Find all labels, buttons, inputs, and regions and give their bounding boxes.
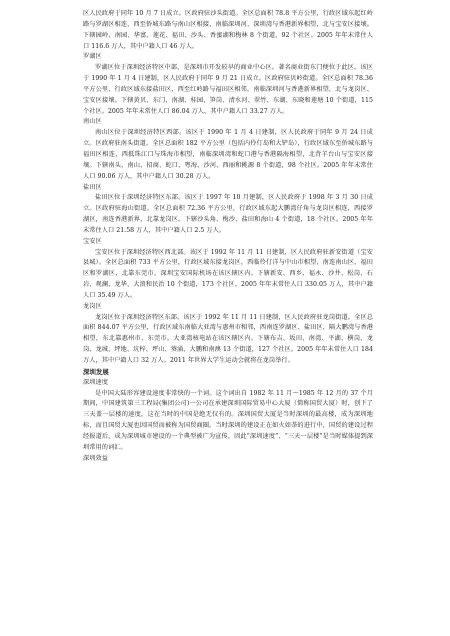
paragraph-longgang: 龙岗区位于深圳经济特区东部。该区于 1992 年 11 月 11 日建制，区人民政府驻龙岗街道。全区总面积 844.07 平方公里，行政区域东南临大亚湾与惠州市相邻，西南连罗湖区、盐田区，隔大鹏湾与香港相望，东北靠惠州市、东莞市。大亚湾核电站在该区辖区内。下辖布吉、坂田、南湾、平湖、横岗、龙岗、龙城、坪地、坑梓、坪山、葵涌、大鹏和南澳 13 个街道，127 个社区。2005 年年末常住人口 184 万人，其中户籍人口 32 万人。2011 年世界大学生运动会就将在龙岗举行。 xyxy=(83,313,373,364)
heading-baoan: 宝安区 xyxy=(83,237,102,245)
heading-nanshan: 南山区 xyxy=(83,118,102,126)
paragraph-futian: 区人民政府于同年 10 月 7 日成立。区政府驻沙头街道。全区总面积 78.8 平方公里，行政区域东起红岭路与罗湖区相连，西至侨城东路与南山区相接，南临深圳河、深圳湾与香港新界相望，北与宝安区接壤。下辖园岭、南园、华富、莲花、福田、沙头、香蜜湖和梅林 8 个街道，92 个社区。2005 年年末常住人口 116.6 万人，其中户籍人口 46 万人。 xyxy=(83,10,373,50)
paragraph-luohu: 罗湖区位于深圳经济特区中部，是深圳市开发较早的商业中心区。著名商业街东门便位于此区。该区于 1990 年 1 月 4 日建制，区人民政府于同年 9 月 21 日成立。区政府驻贝岭街道。全区总面积 78.36 平方公里，行政区域东接盐田区，西至红岭路与福田区相邻，南临深圳河与香港新界相望，北与龙岗区、宝安区接壤。下辖黄贝、东门、南湖、桂园、笋岗、清水河、翠竹、东湖、东晓和莲塘 10 个街道，115 个社区。2005 年年末常住人口 86.04 万人，其中户籍人口 33.27 万人。 xyxy=(83,64,373,115)
heading-shenzhen-efficiency: 深圳效益 xyxy=(83,454,108,462)
paragraph-yantian: 盐田区位于深圳经济特区东部。该区于 1997 年 10 月建制，区人民政府于 1998 年 3 月 30 日成立。区政府驻海山街道。全区总面积 72.36 平方公里，行政区域东起大鹏湾仔角与龙岗区相连，西接罗湖区，南连香港新界，北靠龙岗区。下辖沙头角、梅沙、盐田和海山 4 个街道，18 个社区。2005 年年末常住人口 21.58 万人，其中户籍人口 2.5 万人。 xyxy=(83,194,373,234)
heading-luohu: 罗湖区 xyxy=(83,53,102,61)
heading-shenzhen-development: 深圳发展 xyxy=(83,367,109,376)
paragraph-shenzhen-speed: 是中国大陆形容建设速度非常快的一个词。这个词出自 1982 年 11 月～1985 年 12 月的 37 个月期间，中国建筑第三工程局(集团公司)一公司在承建深圳国际贸易中心大厦（简称国贸大厦）时，创下了三天盖一层楼的速度，这在当时的中国是绝无仅有的。深圳国贸大厦是当时深圳的最高楼，成为深圳地标，而且国贸大厦也因国贸而被称为国贸商圈。当时深圳的建设正在如火如荼的进行中，国贸的建设过程经报道后，成为深圳城市建设的一个典型被广为宣传。因此“深圳速度”、“三天一层楼”是当时媒体提到深圳常用的词汇。 xyxy=(83,389,373,451)
paragraph-nanshan: 南山区位于深圳经济特区西部。该区于 1990 年 1 月 4 日建制，区人民政府于同年 9 月 24 日成立。区政府驻南头街道。全区总面积 182 平方公里（包括内伶仃岛和大铲岛），行政区域东至侨城东路与福田区相连，西抵珠江口与珠海市相望，南临深圳湾和蛇口港与香港隔海相望，北背羊台山与宝安区接壤。下辖南头、南山、招商、蛇口、粤海、沙河、西丽和桃源 8 个街道，98 个社区。2005 年年末常住人口 90.06 万人，其中户籍人口 30.28 万人。 xyxy=(83,129,373,180)
heading-longgang: 龙岗区 xyxy=(83,302,102,310)
heading-shenzhen-speed: 深圳速度 xyxy=(83,378,108,386)
heading-yantian: 盐田区 xyxy=(83,183,102,191)
document-page xyxy=(83,9,373,464)
paragraph-baoan: 宝安区位于深圳经济特区西北部。该区于 1992 年 11 月 11 日建制，区人民政府驻新安街道（宝安县城）。全区总面积 733 平方公里，行政区域东接龙岗区，西临伶仃洋与中山市相望，南连南山区、福田区和罗湖区，北靠东莞市。深圳宝安国际机场在该区辖区内。下辖新安、西乡、福永、沙井、松岗、石岩、观澜、龙华、大浪和民治 10 个街道，173 个社区。2005 年年末常住人口 330.05 万人，其中户籍人口 35.49 万人。 xyxy=(83,248,373,299)
